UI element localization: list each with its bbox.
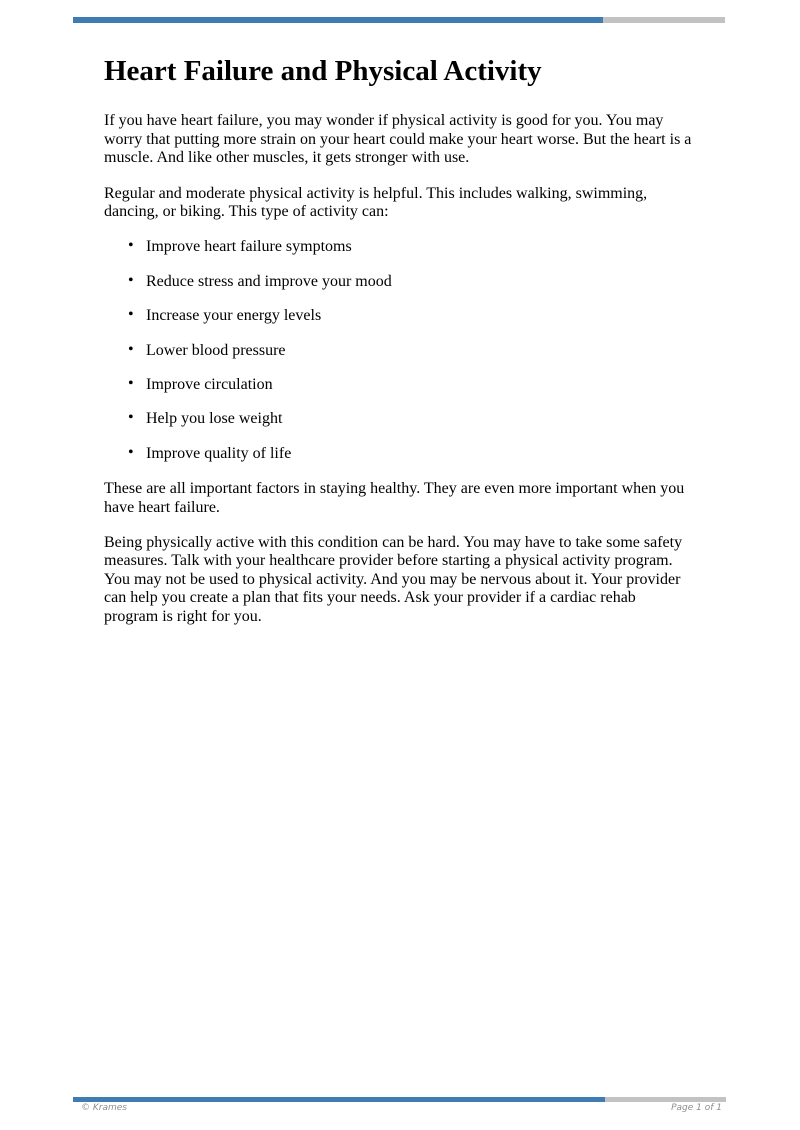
bullet-icon: • bbox=[128, 340, 134, 358]
footer-rule bbox=[73, 1097, 726, 1102]
list-item bbox=[104, 342, 692, 360]
copyright-text: © Krames bbox=[81, 1103, 127, 1113]
bullet-icon: • bbox=[128, 271, 134, 289]
list-item-text: Improve heart failure symptoms bbox=[146, 238, 352, 256]
header-rule-blue-segment bbox=[73, 17, 603, 23]
paragraph-importance: These are all important factors in staying healthy. They are even more important when you have heart failure. bbox=[104, 480, 685, 516]
list-item-text: Improve quality of life bbox=[146, 444, 292, 462]
list-item-text: Improve circulation bbox=[146, 376, 273, 393]
list-item-text: Help you lose weight bbox=[146, 410, 283, 428]
paragraph-activity-types: Regular and moderate physical activity is helpful. This includes walking, swimming, dancing, or biking. This type of activity can: bbox=[104, 184, 648, 220]
bullet-icon: • bbox=[128, 306, 134, 324]
list-item bbox=[104, 445, 692, 463]
footer-rule-blue-segment bbox=[73, 1097, 605, 1102]
benefits-list bbox=[104, 238, 692, 463]
header-rule-gray-segment bbox=[603, 17, 725, 23]
footer-rule-gray-segment bbox=[605, 1097, 726, 1102]
page-title: Heart Failure and Physical Activity bbox=[104, 55, 542, 87]
bullet-icon: • bbox=[128, 443, 134, 461]
bullet-icon: • bbox=[128, 409, 134, 427]
list-item bbox=[104, 273, 692, 291]
list-item-text: Lower blood pressure bbox=[146, 341, 286, 359]
bullet-icon: • bbox=[128, 237, 134, 255]
bullet-icon: • bbox=[128, 375, 134, 392]
list-item bbox=[104, 307, 692, 325]
list-item bbox=[104, 410, 692, 428]
list-item-text: Increase your energy levels bbox=[146, 307, 322, 325]
document-body bbox=[104, 55, 692, 643]
header-rule bbox=[73, 17, 725, 23]
page-number: Page 1 of 1 bbox=[671, 1103, 722, 1113]
paragraph-safety: Being physically active with this condition can be hard. You may have to take some safety measures. Talk with your healthcare provider before starting a physical activity program. You may not be used to physical activity. And you may be nervous about it. Your provider can help you create a plan that fits your needs. Ask your provider if a cardiac rehab program is right for you. bbox=[104, 534, 683, 625]
footer bbox=[73, 1103, 726, 1113]
list-item-text: Reduce stress and improve your mood bbox=[146, 272, 392, 290]
list-item bbox=[104, 238, 692, 256]
paragraph-intro: If you have heart failure, you may wonder if physical activity is good for you. You may worry that putting more strain on your heart could make your heart worse. But the heart is a muscle. And like other muscles, it gets stronger with use. bbox=[104, 112, 692, 167]
list-item bbox=[104, 376, 692, 394]
